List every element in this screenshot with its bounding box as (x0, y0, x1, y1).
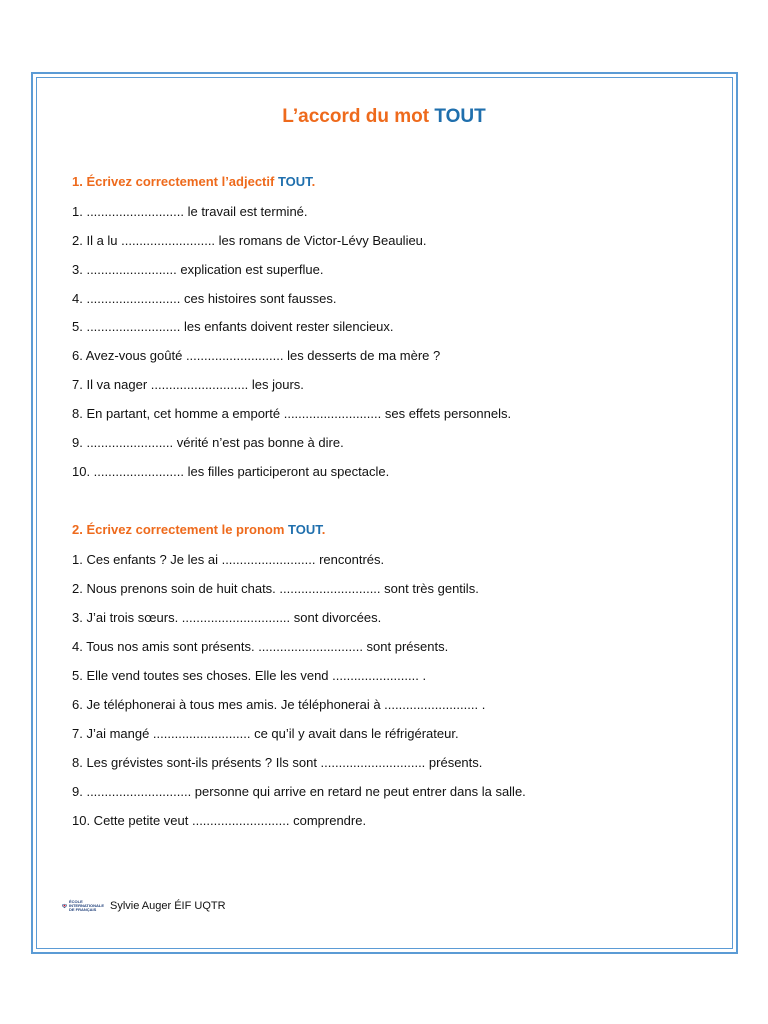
section-2-item-10: 10. Cette petite veut ........................... comprendre. (72, 813, 367, 828)
section-1-heading (72, 174, 315, 189)
section-1-heading-prefix: 1. Écrivez correctement l’adjectif (72, 174, 278, 189)
section-2-item-3: 3. J’ai trois sœurs. .............................. sont divorcées. (72, 610, 382, 625)
section-2-heading-highlight: TOUT (288, 522, 322, 537)
section-1-heading-suffix: . (311, 174, 316, 189)
section-2-item-9: 9. ............................. personne qui arrive en retard ne peut entrer dans la salle. (72, 784, 526, 799)
section-2-item-5: 5. Elle vend toutes ses choses. Elle les vend ........................ . (72, 668, 427, 683)
section-2-item-4: 4. Tous nos amis sont présents. ............................. sont présents. (72, 639, 449, 654)
section-2-heading (72, 522, 325, 537)
section-1-item-6: 6. Avez-vous goûté ........................... les desserts de ma mère ? (72, 348, 441, 363)
section-1-item-4: 4. .......................... ces histoires sont fausses. (72, 291, 337, 306)
section-2-heading-suffix: . (321, 522, 326, 537)
title-prefix: L’accord du mot (282, 106, 435, 127)
school-logo-icon (62, 898, 67, 914)
section-2-item-7: 7. J’ai mangé ........................... ce qu’il y avait dans le réfrigérateur. (72, 726, 459, 741)
section-1-item-10: 10. ......................... les filles participeront au spectacle. (72, 464, 390, 479)
section-2-item-8: 8. Les grévistes sont-ils présents ? Ils sont ............................. présents. (72, 755, 483, 770)
school-logo (62, 897, 104, 915)
section-1-item-9: 9. ........................ vérité n’est pas bonne à dire. (72, 435, 344, 450)
section-2-item-6: 6. Je téléphonerai à tous mes amis. Je téléphonerai à .......................... . (72, 697, 486, 712)
school-logo-text: ÉCOLE INTERNATIONALE DE FRANÇAIS (68, 899, 104, 912)
section-2-item-2: 2. Nous prenons soin de huit chats. ............................ sont très gentils. (72, 581, 479, 596)
section-1-item-2: 2. Il a lu .......................... les romans de Victor-Lévy Beaulieu. (72, 233, 427, 248)
section-1-item-8: 8. En partant, cet homme a emporté ........................... ses effets personnels. (72, 406, 512, 421)
section-2-item-1: 1. Ces enfants ? Je les ai .......................... rencontrés. (72, 552, 385, 567)
section-1-heading-highlight: TOUT (277, 174, 312, 189)
footer (62, 897, 226, 915)
section-1-item-3: 3. ......................... explication est superflue. (72, 262, 324, 277)
page-title (0, 106, 768, 128)
footer-author: Sylvie Auger ÉIF UQTR (110, 900, 226, 912)
section-1-item-5: 5. .......................... les enfants doivent rester silencieux. (72, 319, 394, 334)
title-highlight: TOUT (434, 106, 486, 127)
section-1-item-1: 1. ........................... le travail est terminé. (72, 204, 308, 219)
section-1-item-7: 7. Il va nager ........................... les jours. (72, 377, 304, 392)
section-2-heading-prefix: 2. Écrivez correctement le pronom (72, 522, 289, 537)
